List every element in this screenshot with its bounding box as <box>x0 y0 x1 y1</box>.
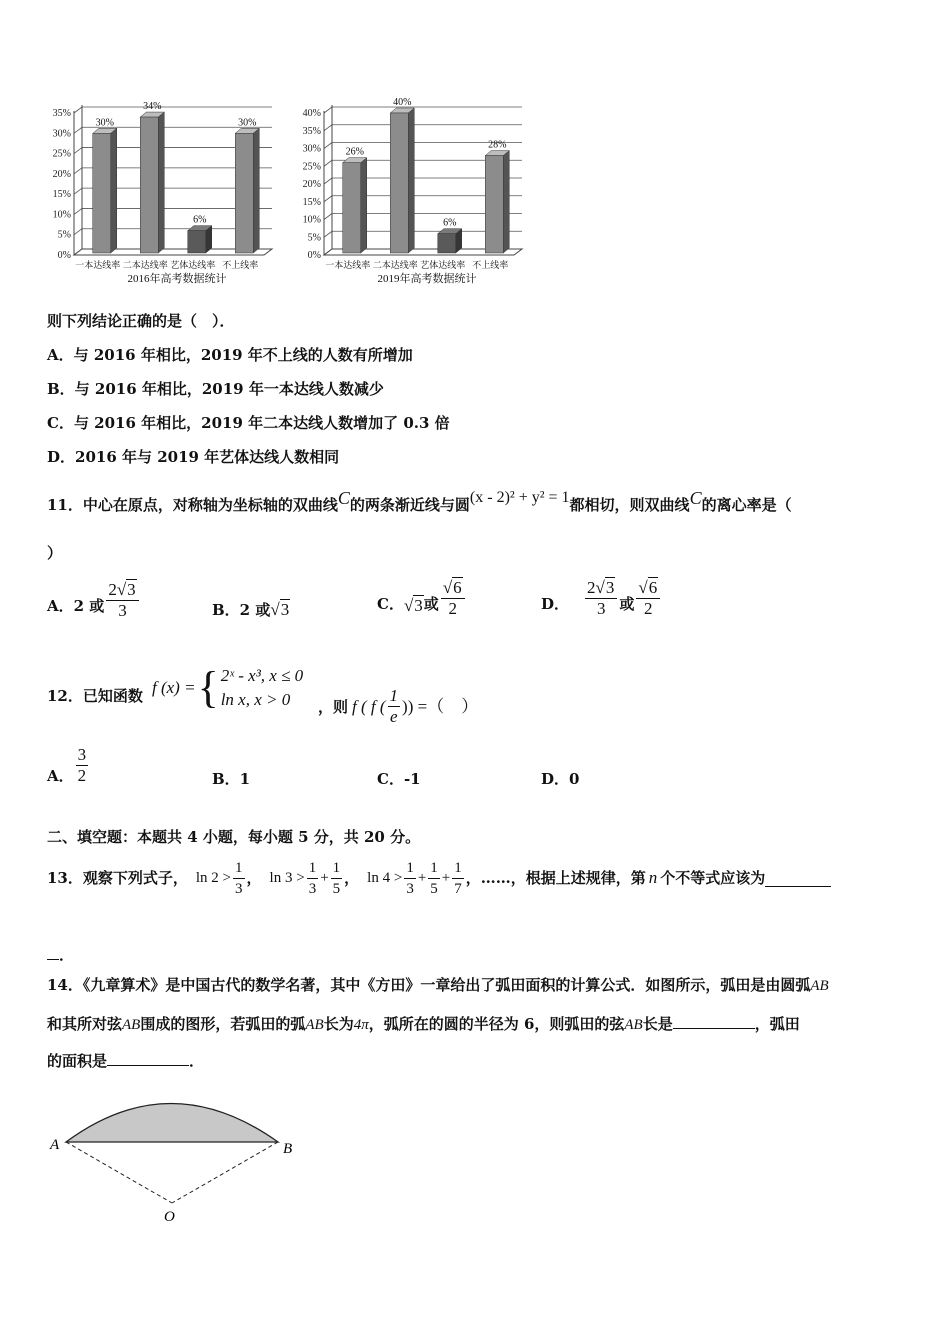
grid-depth <box>74 188 82 194</box>
chart-title: 2019年高考数据统计 <box>377 273 477 285</box>
q13-answer-blank-cont: ． <box>47 943 74 965</box>
x-tick-label: 艺体达线率 <box>420 260 466 270</box>
y-tick-label: 30% <box>52 128 71 140</box>
bar-value-label: 6% <box>443 217 457 229</box>
chart-title: 2016年高考数据统计 <box>127 273 227 285</box>
grid-depth <box>324 107 332 113</box>
x-tick-label: 一本达线率 <box>325 260 371 270</box>
section-2-heading: 二、填空题：本题共 4 小题，每小题 5 分，共 20 分。 <box>47 828 421 846</box>
q10-stem: 则下列结论正确的是（ ）． <box>47 312 235 330</box>
y-tick-label: 35% <box>302 125 321 137</box>
bar <box>140 117 158 253</box>
y-tick-label: 25% <box>52 148 71 160</box>
q11-option-c: C． √3 或 $\frac{√6}{2}$ <box>377 578 467 619</box>
x-tick-label: 一本达线率 <box>75 260 121 270</box>
bar <box>235 133 253 253</box>
bar <box>390 113 408 253</box>
point-o-label: O <box>164 1209 175 1225</box>
y-tick-label: 35% <box>52 108 71 119</box>
grid-depth <box>324 160 332 166</box>
q13-answer-blank[interactable] <box>765 870 831 887</box>
grid-depth <box>324 178 332 184</box>
q11-option-d: D． $\frac{2√3}{3}$ 或 $\frac{√6}{2}$ <box>541 578 662 619</box>
q10-option-a: A．与 2016 年相比，2019 年不上线的人数有所增加 <box>47 346 413 364</box>
y-tick-label: 20% <box>302 179 321 190</box>
bar <box>343 163 361 253</box>
x-tick-label: 二本达线率 <box>122 260 168 270</box>
x-tick-label: 二本达线率 <box>372 260 418 270</box>
q14-line-1: 14．《九章算术》是中国古代的数学名著，其中《方田》一章给出了弧田面积的计算公式．如图所示，弧田是由圆弧AB <box>47 976 829 994</box>
q12-option-a: A． $\frac{3}{2}$ <box>47 745 87 785</box>
q14-line-3: 的面积是 ． <box>47 1049 204 1071</box>
q10-option-c: C．与 2016 年相比，2019 年二本达线人数增加了 0.3 倍 <box>47 414 450 432</box>
grid-depth <box>74 168 82 174</box>
y-tick-label: 20% <box>52 168 71 180</box>
bar <box>438 234 456 253</box>
grid-depth <box>74 208 82 214</box>
grid-depth <box>74 229 82 235</box>
y-tick-label: 5% <box>307 232 321 244</box>
q12-expression: ，则 f ( f ( $\frac{1}{e}$ )) =（ ） <box>318 686 479 726</box>
radius-oa <box>66 1142 172 1203</box>
bar-value-label: 40% <box>393 97 412 108</box>
bar-side <box>503 151 509 253</box>
bar-side <box>253 128 259 253</box>
grid-depth <box>74 107 82 113</box>
grid-depth <box>324 143 332 149</box>
bar-side <box>361 158 367 253</box>
grid-depth <box>74 127 82 133</box>
chart-2019 <box>290 95 530 295</box>
q11-option-b: B．2 或√3 <box>212 600 290 619</box>
q12-case-1: 2ˣ - x³, x ≤ 0 <box>220 666 304 685</box>
y-tick-label: 15% <box>302 196 321 208</box>
q14-area-blank[interactable] <box>107 1049 189 1066</box>
q12-option-b: B．1 <box>212 770 251 788</box>
bar <box>93 133 111 253</box>
q14-chord-blank[interactable] <box>673 1012 755 1029</box>
bar-value-label: 34% <box>143 101 162 113</box>
q11-stem: 11．中心在原点，对称轴为坐标轴的双曲线C的两条渐近线与圆(x - 2)² + y² = 1都相切，则双曲线C的离心率是（ <box>47 488 792 514</box>
grid-depth <box>74 148 82 154</box>
radius-ob <box>172 1142 278 1203</box>
q12-option-d: D．0 <box>541 770 580 788</box>
y-tick-label: 30% <box>302 143 321 155</box>
bar-value-label: 28% <box>488 139 507 151</box>
grid-depth <box>324 214 332 220</box>
q12-option-c: C．-1 <box>377 770 421 788</box>
arc-segment <box>66 1104 278 1143</box>
q11-close-paren: ） <box>47 544 63 562</box>
y-tick-label: 10% <box>302 214 321 226</box>
q14-line-2: 和其所对弦AB围成的图形，若弧田的弧AB长为4π，弧所在的圆的半径为 6，则弧田的弦AB长是 ，弧田 <box>47 1012 800 1035</box>
grid-depth <box>324 125 332 131</box>
bar-side <box>111 128 117 253</box>
x-tick-label: 艺体达线率 <box>170 260 216 270</box>
point-b-label: B <box>283 1141 293 1157</box>
q12-number: 12．已知函数 <box>47 687 143 705</box>
bar-value-label: 30% <box>238 117 257 129</box>
bar <box>188 231 206 253</box>
bar-side <box>158 112 164 253</box>
y-tick-label: 0% <box>307 250 321 261</box>
q12-piecewise: f (x) = { 2ˣ - x³, x ≤ 0 ln x, x > 0 <box>152 663 304 712</box>
bar-value-label: 26% <box>345 146 364 158</box>
y-tick-label: 5% <box>57 229 71 241</box>
x-tick-label: 不上线率 <box>472 260 509 270</box>
q12-case-2: ln x, x > 0 <box>220 690 291 709</box>
q11-option-a: A．2 或 $\frac{2√3}{3}$ <box>47 580 141 621</box>
q10-option-d: D．2016 年与 2019 年艺体达线人数相同 <box>47 448 340 466</box>
arc-field-figure <box>40 1085 320 1230</box>
y-tick-label: 0% <box>57 250 71 261</box>
y-tick-label: 10% <box>52 209 71 221</box>
chart-2016 <box>40 95 280 295</box>
q13-stem: 13． 观察下列式子， ln 2 > $\frac{1}{3}$ ， ln 3 > $\frac{1}{3}$ + $\frac{1}{5}$ ， ln 4 > $\frac{1}{3}$ + $\frac{1}{5}$ + $\frac{1}{7}$ ，……，根据上述规律，第 n 个不等式应该为 <box>47 855 831 901</box>
grid-depth <box>324 196 332 202</box>
y-tick-label: 15% <box>52 189 71 201</box>
bar-value-label: 6% <box>193 214 207 226</box>
bar <box>485 156 503 253</box>
bar-value-label: 30% <box>95 117 114 129</box>
bar-side <box>408 108 414 253</box>
x-tick-label: 不上线率 <box>222 260 259 270</box>
y-tick-label: 40% <box>302 108 321 119</box>
q10-option-b: B．与 2016 年相比，2019 年一本达线人数减少 <box>47 380 384 398</box>
q11-circle-equation: (x - 2)² + y² = 1 <box>469 489 570 506</box>
grid-depth <box>324 231 332 237</box>
point-a-label: A <box>50 1137 60 1153</box>
y-tick-label: 25% <box>302 161 321 173</box>
